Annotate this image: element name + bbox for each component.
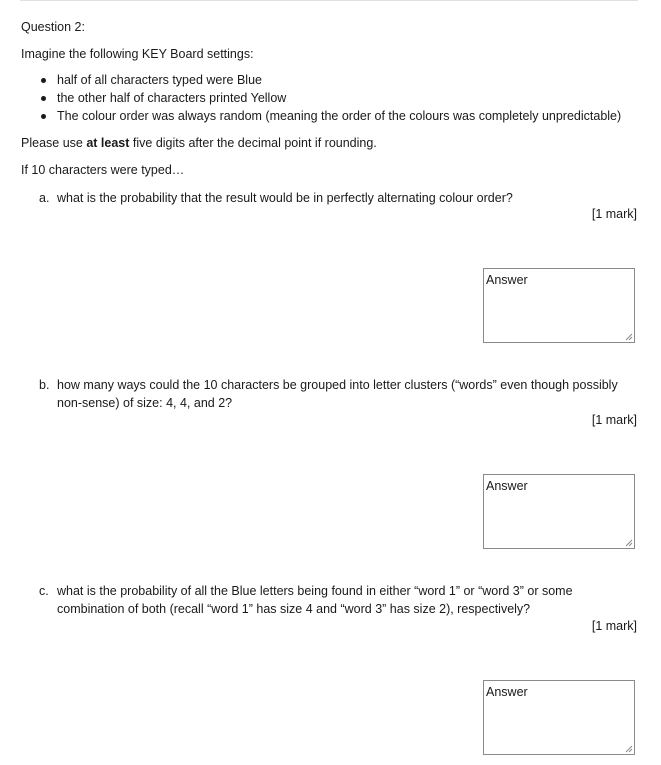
part-c — [39, 582, 639, 618]
list-item: the other half of characters printed Yellow — [39, 89, 621, 107]
part-text-line: combination of both (recall “word 1” has size 4 and “word 3” has size 2), respectively? — [57, 602, 531, 616]
note-text: five digits after the decimal point if rounding. — [129, 136, 377, 150]
answer-placeholder: Answer — [486, 685, 528, 699]
mark-label: [1 mark] — [591, 207, 637, 221]
answer-placeholder: Answer — [486, 273, 528, 287]
list-item: half of all characters typed were Blue — [39, 71, 621, 89]
answer-placeholder: Answer — [486, 479, 528, 493]
part-a — [39, 189, 639, 207]
rounding-note — [21, 136, 377, 150]
part-b — [39, 376, 639, 412]
top-divider — [20, 0, 638, 1]
scenario-line: If 10 characters were typed… — [21, 163, 185, 177]
note-text: Please use — [21, 136, 87, 150]
question-intro: Imagine the following KEY Board settings: — [21, 47, 254, 61]
resize-handle-icon[interactable] — [625, 539, 633, 547]
part-text-line: what is the probability of all the Blue letters being found in either “word 1” or “word 3” or some — [57, 584, 573, 598]
part-letter: a. — [39, 191, 50, 205]
note-emphasis: at least — [86, 136, 130, 150]
resize-handle-icon[interactable] — [625, 745, 633, 753]
answer-input-a[interactable] — [483, 268, 635, 343]
answer-input-c[interactable] — [483, 680, 635, 755]
resize-handle-icon[interactable] — [625, 333, 633, 341]
part-text: what is the probability that the result would be in perfectly alternating colour order? — [57, 191, 513, 205]
mark-label: [1 mark] — [591, 619, 637, 633]
question-title: Question 2: — [21, 20, 85, 34]
list-item: The colour order was always random (meaning the order of the colours was completely unpredictable) — [39, 107, 621, 125]
part-letter: b. — [39, 378, 50, 392]
part-letter: c. — [39, 584, 49, 598]
part-text-line: how many ways could the 10 characters be grouped into letter clusters (“words” even though possibly — [57, 378, 618, 392]
mark-label: [1 mark] — [591, 413, 637, 427]
settings-list — [39, 71, 621, 125]
answer-input-b[interactable] — [483, 474, 635, 549]
part-text-line: non-sense) of size: 4, 4, and 2? — [57, 396, 233, 410]
